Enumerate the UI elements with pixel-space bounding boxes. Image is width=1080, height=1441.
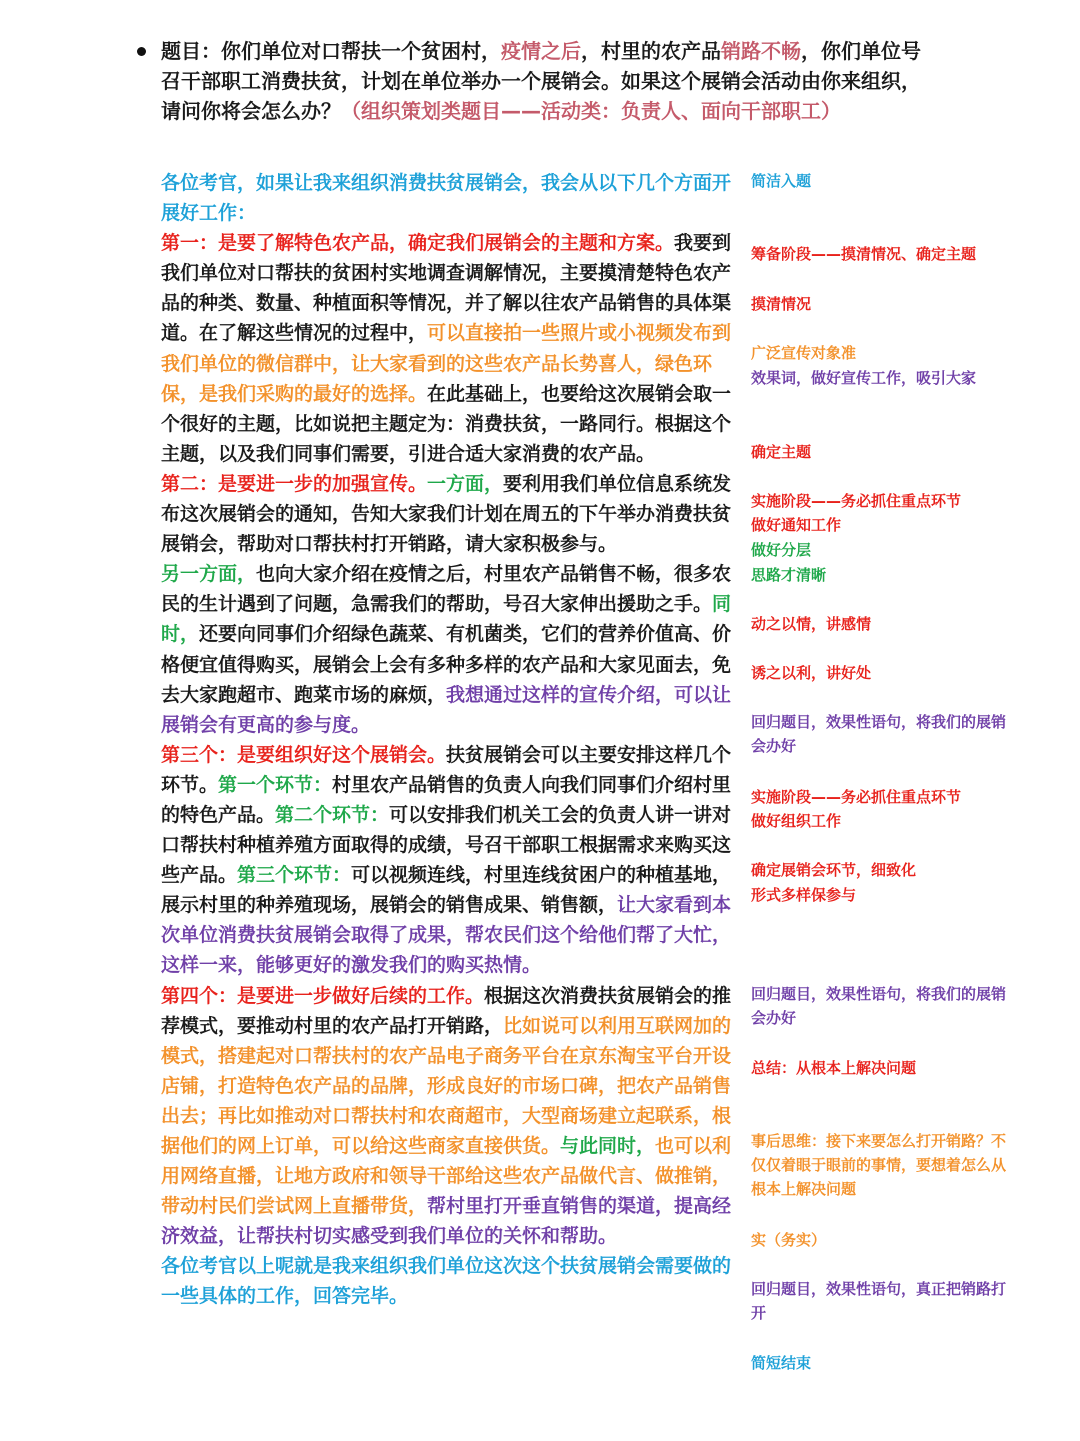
- question-part: ，村里的农产品: [581, 39, 721, 63]
- answer-closing: 各位考官以上呢就是我来组织我们单位这次这个扶贫展销会需要做的一些具体的工作，回答完毕。: [161, 1255, 732, 1308]
- margin-note: 简洁入题: [751, 172, 812, 190]
- answer-body: 还要向同事们介绍绿色蔬菜、有机菌类，它们的营养价值高、价格便宜值得购买，展销会上会有多种多样的农产品和大家见面去，免去大家跑超市、跑菜市场的麻烦，: [161, 623, 732, 706]
- effect-statement: 我想通过这样的宣传介绍，可以让展销会有更高的参与度。: [161, 683, 732, 736]
- margin-note: 回归题目，效果性语句，真正把销路打开: [751, 1280, 1007, 1322]
- margin-note: 实（务实）: [751, 1231, 827, 1249]
- margin-note: 思路才清晰: [751, 566, 827, 584]
- answer-body: 也向大家介绍在疫情之后，村里农产品销售不畅，很多农民的生计遇到了问题，急需我们的帮助，号召大家伸出援助之手。: [161, 563, 732, 616]
- question-type-note: （组织策划类题目——活动类：负责人、面向干部职工）: [341, 99, 841, 123]
- answer-body: 可以视频连线，村里连线贫困户的种植基地，展示村里的种养殖现场，展销会的销售成果、销售额，: [161, 864, 732, 917]
- margin-note: 做好组织工作: [751, 812, 842, 830]
- transition-word: 第一个环节：: [218, 773, 333, 796]
- answer-body: 可以安排我们机关工会的负责人讲一讲对口帮扶村种植养殖方面取得的成绩，号召干部职工根据需求来购买这些产品。: [161, 803, 732, 887]
- point-heading: 第一：是要了解特色农产品，确定我们展销会的主题和方案。: [161, 232, 675, 255]
- margin-note: 实施阶段——务必抓住重点环节: [751, 492, 962, 510]
- answer-body: 扶贫展销会可以主要安排这样几个环节。: [161, 743, 732, 796]
- margin-note: 筹备阶段——摸清情况、确定主题: [751, 245, 977, 263]
- point-heading: 第二：是要进一步的加强宣传。: [161, 472, 428, 495]
- answer-body: 根据这次消费扶贫展销会的推荐模式，要推动村里的农产品打开销路，: [161, 984, 732, 1037]
- point-heading: 第三个：是要组织好这个展销会。: [161, 743, 447, 766]
- margin-note: 回归题目，效果性语句，将我们的展销会办好: [751, 985, 1007, 1027]
- answer-body: 要利用我们单位信息系统发布这次展销会的通知，告知大家我们计划在周五的下午举办消费扶贫展销会，帮助对口帮扶村打开销路，请大家积极参与。: [161, 472, 732, 556]
- margin-note: 诱之以利，讲好处: [751, 664, 872, 682]
- answer-body: 村里农产品销售的负责人向我们同事们介绍村里的特色产品。: [161, 773, 732, 826]
- transition-word: 第三个环节：: [237, 864, 352, 887]
- margin-note: 广泛宣传对象准: [751, 344, 857, 362]
- margin-note: 确定展销会环节，细致化: [751, 861, 917, 879]
- margin-note: 做好通知工作: [751, 516, 842, 534]
- margin-note: 回归题目，效果性语句，将我们的展销会办好: [751, 713, 1007, 755]
- margin-note: 效果词，做好宣传工作，吸引大家: [751, 369, 977, 387]
- margin-note: 动之以情，讲感情: [751, 615, 872, 633]
- answer-opening: 各位考官，如果让我来组织消费扶贫展销会，我会从以下几个方面开展好工作：: [161, 172, 732, 225]
- margin-note: 确定主题: [751, 443, 812, 461]
- margin-note: 做好分层: [751, 541, 812, 559]
- answer-body: 在此基础上，也要给这次展销会取一个很好的主题，比如说把主题定为：消费扶贫，一路同行。根据这个主题，以及我们同事们需要，引进合适大家消费的农产品。: [161, 382, 732, 465]
- effect-statement: 帮村里打开垂直销售的渠道，提高经济效益，让帮扶村切实感受到我们单位的关怀和帮助。: [161, 1195, 732, 1248]
- bullet-point-icon: [137, 47, 146, 56]
- margin-note: 总结：从根本上解决问题: [751, 1059, 917, 1077]
- transition-word: 一方面，: [427, 472, 504, 495]
- margin-note: 简短结束: [751, 1354, 812, 1372]
- answer-body: 我要到我们单位对口帮扶的贫困村实地调查调解情况，主要摸清楚特色农产品的种类、数量、种植面积等情况，并了解以往农产品销售的具体渠道。在了解这些情况的过程中，: [161, 232, 732, 345]
- margin-note: 实施阶段——务必抓住重点环节: [751, 788, 962, 806]
- answer-text: [161, 168, 735, 1312]
- transition-word: 与此同时，: [560, 1135, 656, 1157]
- question-highlight: 疫情之后: [501, 39, 581, 63]
- answer-highlight: 比如说可以利用互联网加的模式，搭建起对口帮扶村的农产品电子商务平台在京东淘宝平台开设店铺，打造特色农产品的品牌，形成良好的市场口碑，把农产品销售出去；再比如推动对口帮扶村和农商超市，大型商场建立起联系，根据他们的网上订单，可以给这些商家直接供货。: [161, 1014, 732, 1157]
- transition-word: 另一方面，: [161, 563, 257, 586]
- margin-note: 事后思维：接下来要怎么打开销路？不仅仅着眼于眼前的事情，要想着怎么从根本上解决问题: [751, 1132, 1007, 1198]
- question-highlight: 销路不畅: [721, 39, 801, 63]
- question-part: 题目：你们单位对口帮扶一个贫困村，: [161, 39, 501, 63]
- point-heading: 第四个：是要进一步做好后续的工作。: [161, 984, 485, 1007]
- answer-highlight: 可以直接拍一些照片或小视频发布到我们单位的微信群中，让大家看到的这些农产品长势喜人，绿色环保，是我们采购的最好的选择。: [161, 322, 732, 405]
- answer-highlight: 也可以利用网络直播，让地方政府和领导干部给这些农产品做代言、做推销，带动村民们尝试网上直播带货，: [161, 1135, 732, 1218]
- question-part: ，你们单位号召干部职工消费扶贫，计划在单位举办一个展销会。如果这个展销会活动由你来组织，请问你将会怎么办？: [161, 39, 921, 123]
- question-text: [161, 36, 921, 126]
- transition-word: 同时，: [161, 593, 732, 646]
- transition-word: 第二个环节：: [275, 803, 390, 826]
- effect-statement: 让大家看到本次单位消费扶贫展销会取得了成果，帮农民们这个给他们帮了大忙，这样一来，能够更好的激发我们的购买热情。: [161, 894, 732, 977]
- margin-note: 形式多样保参与: [751, 886, 857, 904]
- margin-note: 摸清情况: [751, 295, 812, 313]
